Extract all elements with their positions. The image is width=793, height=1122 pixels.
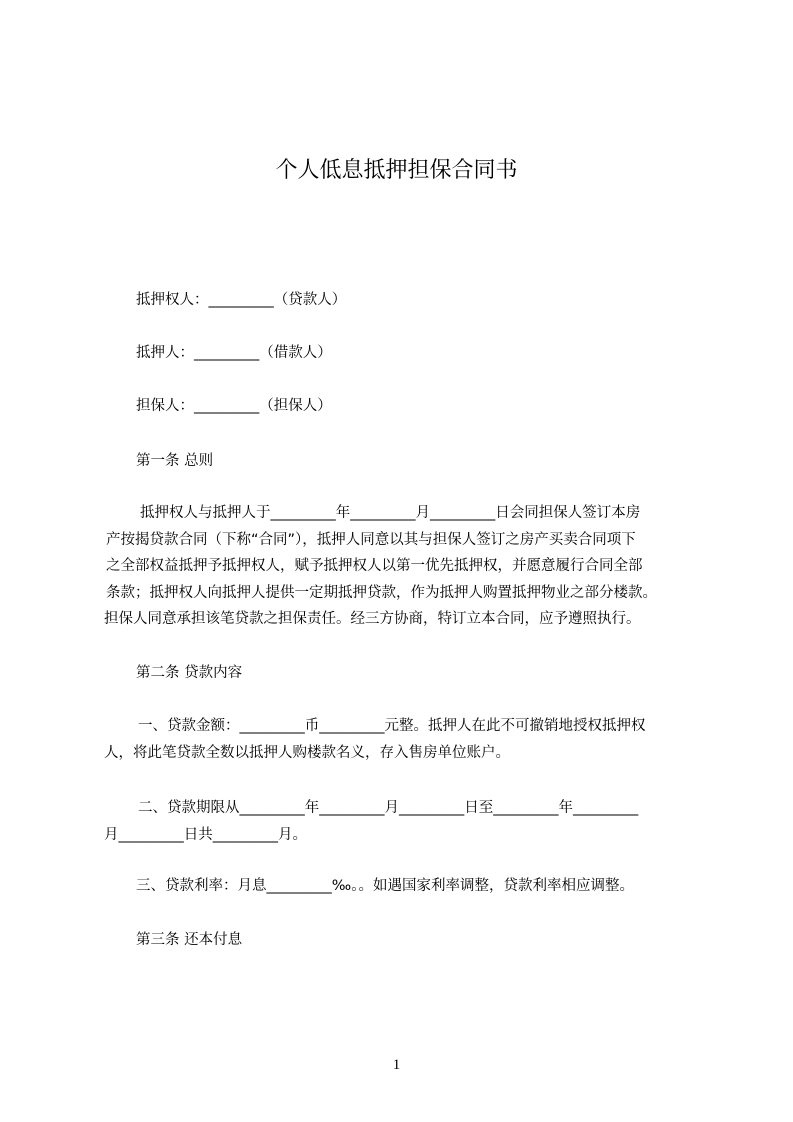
paragraph-line: 抵押权人与抵押人于_________年_________月_________日会同担保人签订本房 <box>140 505 641 521</box>
paragraph-line: 二、贷款期限从_________年_________月_________日至_________年_________ <box>138 800 639 816</box>
article-2-item-1 <box>104 716 646 769</box>
party-guarantor: 担保人：_________（担保人） <box>136 398 332 414</box>
article-1-paragraph <box>104 503 657 636</box>
paragraph-line: 条款；抵押权人向抵押人提供一定期抵押贷款，作为抵押人购置抵押物业之部分楼款。 <box>106 584 657 601</box>
paragraph-line: 产按揭贷款合同（下称“合同”），抵押人同意以其与担保人签订之房产买卖合同项下 <box>106 531 636 548</box>
article-2-item-3: 三、贷款利率：月息_________‰。。如遇国家利率调整，贷款利率相应调整。 <box>136 878 634 894</box>
article-2-item-2 <box>104 798 638 851</box>
party-mortgagor: 抵押人：_________（借款人） <box>136 345 332 361</box>
page-number: 1 <box>392 1057 401 1073</box>
paragraph-line: 月_________日共_________月。 <box>104 826 307 843</box>
article-3-heading: 第三条 还本付息 <box>136 932 243 948</box>
paragraph-line: 一、贷款金额：_________币_________元整。抵押人在此不可撤销地授权抵押权 <box>138 718 646 734</box>
article-1-heading: 第一条 总则 <box>136 453 214 469</box>
paragraph-line: 之全部权益抵押予抵押权人，赋予抵押权人以第一优先抵押权，并愿意履行合同全部 <box>106 558 643 574</box>
paragraph-line: 担保人同意承担该笔贷款之担保责任。经三方协商，特订立本合同，应予遵照执行。 <box>104 611 641 627</box>
article-2-heading: 第二条 贷款内容 <box>136 665 243 681</box>
document-title: 个人低息抵押担保合同书 <box>275 157 518 183</box>
paragraph-line: 人，将此笔贷款全数以抵押人购楼款名义，存入售房单位账户。 <box>104 744 510 761</box>
party-mortgagee: 抵押权人：_________（贷款人） <box>136 292 347 308</box>
